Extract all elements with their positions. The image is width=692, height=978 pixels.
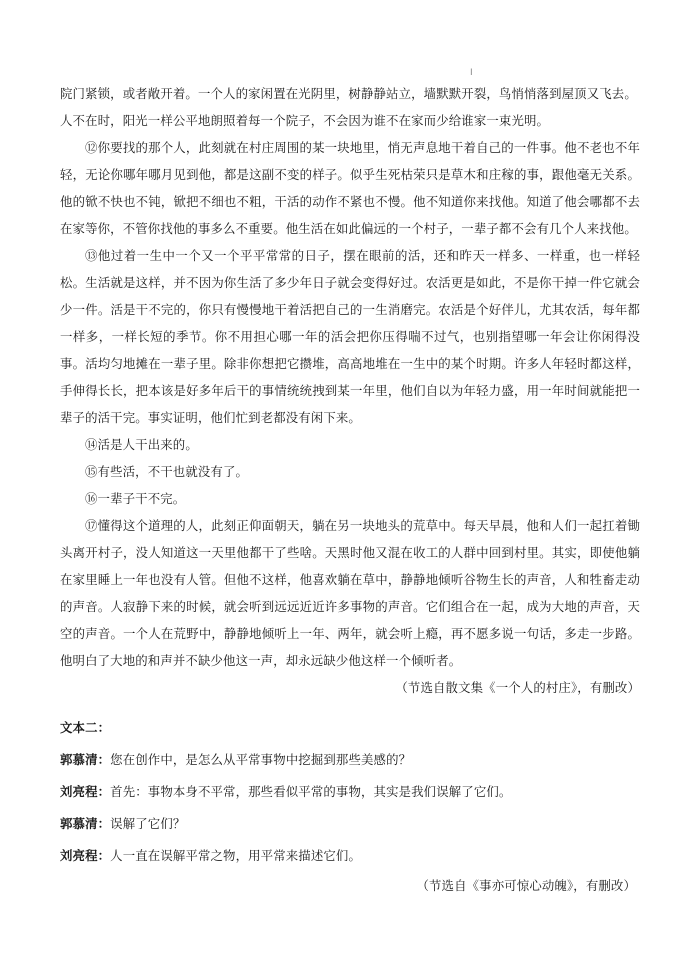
paragraph-continued-2: 人不在时，阳光一样公平地朗照着每一个院子，不会因为谁不在家而少给谁家一束光明。	[60, 113, 550, 128]
text1-source: （节选自散文集《一个人的村庄》，有删改）	[395, 680, 640, 695]
paragraph-12: ⑫你要找的那个人，此刻就在村庄周围的某一块地里，悄无声息地干着自己的一件事。他不老也不年轻，无论你哪年哪月见到他，都是这副不变的样子。似乎生死枯荣只是草木和庄稼的事，跟他毫无关系。他的锨不快也不钝，锨把不细也不粗，干活的动作不紧也不慢。他不知道你来找他。知道了他会哪都不去在家等你，不管你找他的事多么不重要。他生活在如此偏远的一个村子，一辈子都不会有几个人来找他。	[60, 140, 640, 236]
paragraph-13: ⑬他过着一生中一个又一个平平常常的日子，摆在眼前的活，还和昨天一样多、一样重，也一样轻松。生活就是这样，并不因为你生活了多少年日子就会变得好过。农活更是如此，不是你干掉一件它就会少一件。活是干不完的，你只有慢慢地干着活把自己的一生消磨完。农活是个好伴儿，尤其农活，每年都一样多，一样长短的季节。你不用担心哪一年的活会把你压得喘不过气，也别指望哪一年会让你闲得没事。活均匀地摊在一辈子里。除非你想把它攒堆，高高地堆在一生中的某个时期。许多人年轻时都这样，手伸得长长，把本该是好多年后干的事情统统拽到某一年里，他们自以为年轻力盛，用一年时间就能把一辈子的活干完。事实证明，他们忙到老都没有闲下来。	[60, 248, 640, 425]
paragraph-continued-1: 院门紧锁，或者敞开着。一个人的家闲置在光阴里，树静静站立，墙默默开裂，鸟悄悄落到屋顶又飞去。	[60, 86, 637, 101]
speaker-name: 刘亮程：	[60, 784, 111, 799]
dialogue-text: 您在创作中，是怎么从平常事物中挖掘到那些美感的？	[110, 752, 412, 767]
speaker-name: 刘亮程：	[60, 848, 111, 863]
paragraph-17: ⑰懂得这个道理的人，此刻正仰面朝天，躺在另一块地头的荒草中。每天早晨，他和人们一起扛着锄头离开村子，没人知道这一天里他都干了些啥。天黑时他又混在收工的人群中回到村里。其实，即使他躺在家里睡上一年也没有人管。但他不这样，他喜欢躺在草中，静静地倾听谷物生长的声音，人和牲畜走动的声音。人寂静下来的时候，就会听到远远近近许多事物的声音。它们组合在一起，成为大地的声音，天空的声音。一个人在荒野中，静静地倾听上一年、两年，就会听上瘾，再不愿多说一句话，多走一步路。他明白了大地的和声并不缺少他这一声，却永远缺少他这样一个倾听者。	[60, 518, 640, 668]
page-mark: I	[470, 68, 473, 78]
paragraph-16: ⑯一辈子干不完。	[85, 491, 186, 506]
paragraph-14: ⑭活是人干出来的。	[85, 437, 198, 452]
dialogue-text: 首先：事物本身不平常，那些看似平常的事物，其实是我们误解了它们。	[110, 784, 512, 799]
speaker-name: 郭慕清：	[60, 816, 111, 831]
dialogue-line	[60, 778, 640, 805]
dialogue-line	[60, 842, 640, 869]
text2-source: （节选自《事亦可惊心动魄》，有删改）	[416, 878, 636, 893]
dialogue-line	[60, 746, 640, 773]
text2-title: 文本二：	[60, 720, 111, 735]
paragraph-15: ⑮有些活，不干也就没有了。	[85, 464, 249, 479]
dialogue-text: 误解了它们？	[110, 816, 186, 831]
document-body	[60, 80, 640, 899]
dialogue-line	[60, 810, 640, 837]
speaker-name: 郭慕清：	[60, 752, 111, 767]
dialogue-text: 人一直在误解平常之物，用平常来描述它们。	[110, 848, 361, 863]
